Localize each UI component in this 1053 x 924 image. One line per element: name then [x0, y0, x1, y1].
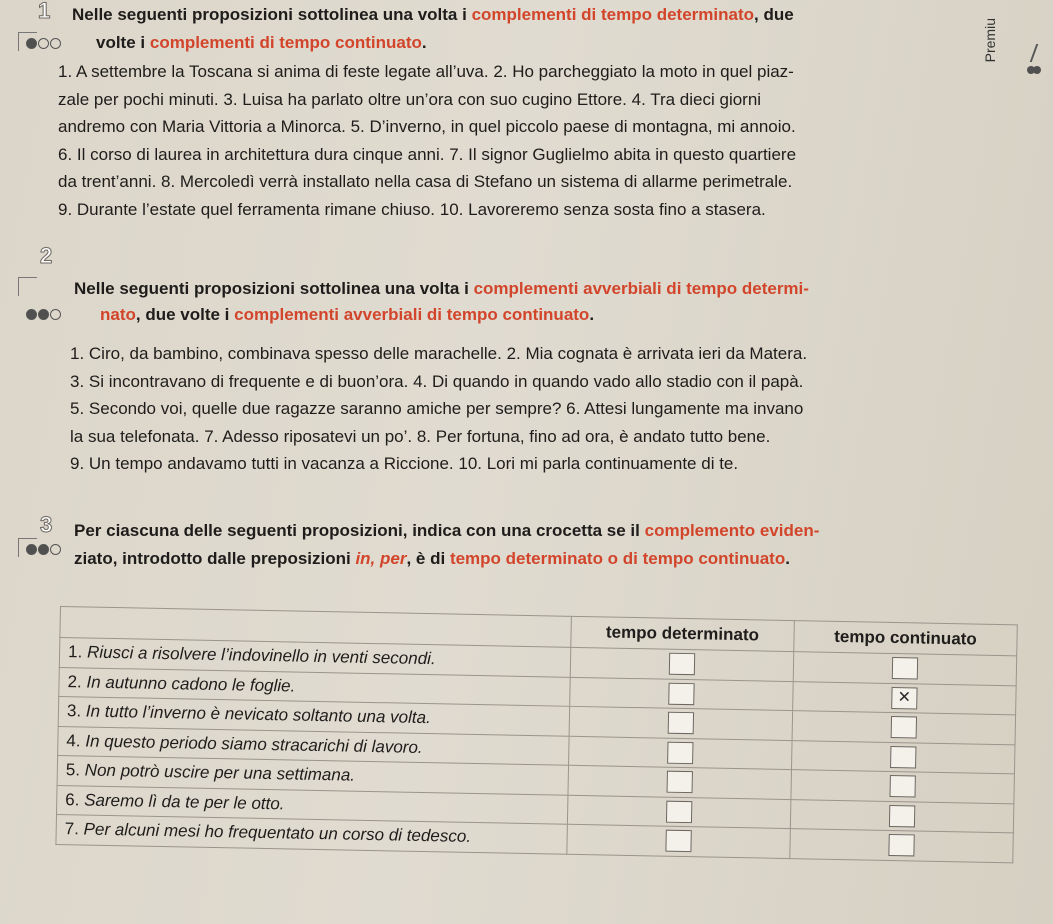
sentence-cell: 6. Saremo lì da te per le otto. [56, 785, 567, 824]
exercise-2-line: la sua telefonata. 7. Adesso riposatevi un po’. 8. Per fortuna, fino ad ora, è andato tutto bene. [70, 426, 771, 446]
determinato-checkbox[interactable] [666, 800, 692, 822]
determinato-checkbox[interactable] [668, 682, 694, 704]
sentence-cell: 3. In tutto l’inverno è nevicato soltanto una volta. [58, 696, 569, 735]
continuato-cell [793, 681, 1017, 715]
exercise-1-difficulty-dots [26, 38, 61, 49]
side-label: Premiu [982, 18, 998, 63]
determinato-cell [569, 706, 793, 740]
side-mark [1030, 44, 1051, 62]
continuato-checkbox[interactable] [889, 805, 915, 827]
exercise-3-table [55, 606, 1017, 863]
exercise-3-title: Per ciascuna delle seguenti proposizioni, indica con una crocetta se il complemento eviden- [74, 521, 820, 540]
determinato-checkbox[interactable] [668, 712, 694, 734]
exercise-1-line: zale per pochi minuti. 3. Luisa ha parlato oltre un’ora con suo cugino Ettore. 4. Tra dieci giorni [58, 89, 762, 109]
exercise-1-title-line2: volte i complementi di tempo continuato. [96, 33, 427, 52]
continuato-checkbox[interactable] [891, 716, 917, 738]
exercise-2-difficulty-dots [26, 309, 61, 320]
determinato-cell [568, 736, 792, 770]
continuato-checkbox[interactable] [888, 834, 914, 856]
determinato-checkbox[interactable] [669, 653, 695, 675]
exercise-2-sentences [70, 340, 1030, 478]
determinato-checkbox[interactable] [667, 741, 693, 763]
exercise-2-title: Nelle seguenti proposizioni sottolinea una volta i complementi avverbiali di tempo determi- [74, 279, 809, 298]
continuato-cell [790, 799, 1014, 833]
exercise-2-line: 3. Si incontravano di frequente e di buon’ora. 4. Di quando in quando vado allo stadio con il papà. [70, 371, 804, 391]
determinato-checkbox[interactable] [665, 830, 691, 852]
continuato-cell [791, 770, 1015, 804]
exercise-1-sentences [58, 58, 1018, 223]
sentence-cell: 2. In autunno cadono le foglie. [59, 667, 570, 706]
sentence-cell: 4. In questo periodo siamo stracarichi di lavoro. [58, 726, 569, 765]
continuato-cell [790, 829, 1014, 863]
determinato-cell [570, 677, 794, 711]
determinato-cell [567, 824, 791, 858]
exercise-3-title-line2: ziato, introdotto dalle preposizioni in, per, è di tempo determinato o di tempo continuato. [74, 549, 790, 568]
determinato-cell [570, 647, 794, 681]
exercise-3-difficulty-dots [26, 544, 61, 555]
exercise-1-number: 1 [38, 0, 51, 23]
exercise-2-line: 5. Secondo voi, quelle due ragazze saranno amiche per sempre? 6. Attesi lungamente ma invano [70, 399, 804, 418]
exercise-1-line: andremo con Maria Vittoria a Minorca. 5. D’inverno, in quel piccolo paese di montagna, mi annoio. [58, 117, 796, 136]
exercise-1-line: 6. Il corso di laurea in architettura dura cinque anni. 7. Il signor Guglielmo abita in questo quartiere [58, 144, 797, 164]
exercise-1-line: 1. A settembre la Toscana si anima di feste legate all’uva. 2. Ho parcheggiato la moto in quel piaz- [58, 62, 794, 81]
determinato-checkbox[interactable] [666, 771, 692, 793]
sentence-cell: 5. Non potrò uscire per una settimana. [57, 755, 568, 794]
sentence-cell: 1. Riusci a risolvere l’indovinello in venti secondi. [59, 638, 570, 677]
exercise-2-number: 2 [40, 243, 53, 268]
continuato-checkbox[interactable] [890, 746, 916, 768]
exercise-1-title: Nelle seguenti proposizioni sottolinea una volta i complementi di tempo determinato, due [72, 5, 794, 24]
continuato-cell [791, 740, 1015, 774]
continuato-checkbox[interactable] [889, 775, 915, 797]
exercise-2-line: 9. Un tempo andavamo tutti in vacanza a Riccione. 10. Lori mi parla continuamente di te. [70, 454, 739, 473]
continuato-cell [793, 652, 1017, 686]
exercise-1-line: da trent’anni. 8. Mercoledì verrà installato nella casa di Stefano un sistema di allarme perimetrale. [58, 172, 793, 191]
exercise-1-line: 9. Durante l’estate quel ferramenta rimane chiuso. 10. Lavoreremo senza sosta fino a stasera. [58, 199, 766, 219]
table-header-determinato: tempo determinato [571, 616, 795, 651]
exercise-2-line: 1. Ciro, da bambino, combinava spesso delle marachelle. 2. Mia cognata è arrivata ieri da Matera. [70, 344, 808, 363]
exercise-2-title-line2: nato, due volte i complementi avverbiali di tempo continuato. [100, 305, 595, 324]
determinato-cell [568, 765, 792, 799]
table-header-continuato: tempo continuato [794, 621, 1018, 656]
determinato-cell [567, 795, 791, 829]
exercise-3-number: 3 [40, 512, 53, 537]
continuato-cell [792, 711, 1016, 745]
sentence-cell: 7. Per alcuni mesi ho frequentato un corso di tedesco. [56, 814, 567, 853]
side-difficulty-dots [1029, 66, 1041, 74]
exercise-2-bracket [18, 277, 37, 296]
continuato-checkbox[interactable]: ✕ [891, 687, 917, 709]
continuato-checkbox[interactable] [892, 657, 918, 679]
